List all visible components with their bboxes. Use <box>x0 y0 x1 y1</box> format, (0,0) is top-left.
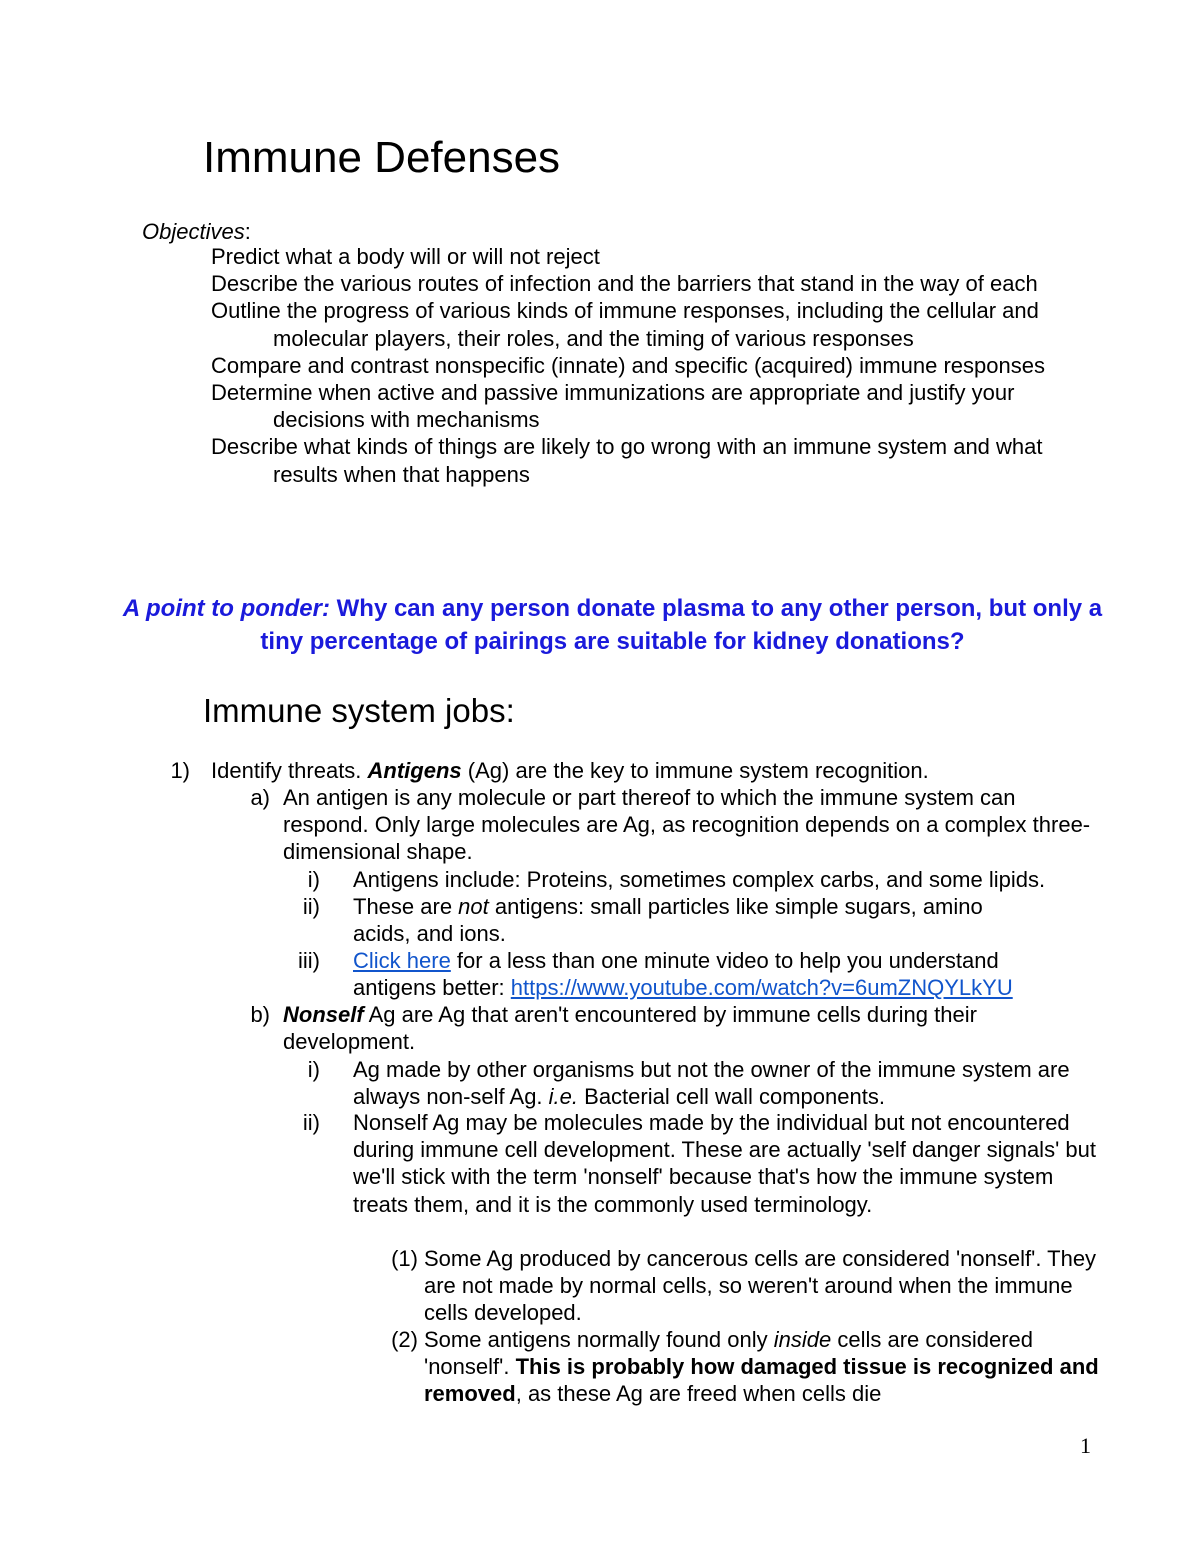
list-marker: b) <box>250 1002 270 1027</box>
list-marker: ii) <box>302 1110 320 1135</box>
antigens-term: Antigens <box>367 758 462 783</box>
text-run: antigens: small particles like simple sugars, amino acids, and ions. <box>353 894 983 947</box>
outline-item-b-text <box>283 1001 1043 1055</box>
objectives-list <box>211 243 1091 488</box>
list-marker: (1) <box>391 1246 418 1271</box>
objective-item: Outline the progress of various kinds of immune responses, including the cellular and molecular players, their roles, and the timing of various responses <box>211 298 1039 351</box>
page-number: 1 <box>1080 1433 1091 1458</box>
objective-item: Describe what kinds of things are likely to go wrong with an immune system and what results when that happens <box>211 434 1043 487</box>
objectives-label-colon: : <box>244 219 251 244</box>
list-marker: i) <box>307 867 320 892</box>
text-run: These are <box>353 894 459 919</box>
not-emphasis: not <box>458 894 489 919</box>
point-to-ponder <box>120 592 1105 658</box>
ponder-question: Why can any person donate plasma to any other person, but only a tiny percentage of pairings are suitable for kidney donations? <box>260 595 1103 655</box>
objective-item: Predict what a body will or will not reject <box>211 244 600 269</box>
objective-item: Describe the various routes of infection and the barriers that stand in the way of each <box>211 271 1038 297</box>
inside-emphasis: inside <box>773 1327 832 1352</box>
list-marker: 1) <box>170 758 190 783</box>
outline-item-a-ii-text <box>353 893 1043 947</box>
list-marker: ii) <box>302 894 320 919</box>
section-heading: Immune system jobs: <box>203 692 515 729</box>
document-title: Immune Defenses <box>203 133 561 182</box>
text-run: Ag are Ag that aren't encountered by immune cells during their development. <box>283 1002 977 1055</box>
text-run: cells are considered 'nonself'. <box>424 1327 1034 1380</box>
outline-item-b-ii-1-text: Some Ag produced by cancerous cells are considered 'nonself'. They are not made by normal cells, so weren't around when the immune cells developed. <box>424 1246 1097 1326</box>
list-marker: i) <box>307 1057 320 1082</box>
list-marker: (2) <box>391 1327 418 1352</box>
objectives-label-text: Objectives <box>142 219 245 244</box>
outline-item-1-text <box>211 757 1091 784</box>
text-run: Some antigens normally found only <box>424 1327 774 1352</box>
list-marker: a) <box>250 785 270 810</box>
outline-item-a-text: An antigen is any molecule or part thereof to which the immune system can respond. Only large molecules are Ag, as recognition depends on a complex three-dimensional shape. <box>283 785 1091 865</box>
objectives-label <box>142 218 251 246</box>
outline-item-b-i-text <box>353 1056 1093 1110</box>
objective-item: Determine when active and passive immunizations are appropriate and justify your decisions with mechanisms <box>211 380 1015 433</box>
text-run: for a less than one minute video to help you understand antigens better: <box>353 948 999 1001</box>
text-run: Identify threats. <box>211 758 368 783</box>
text-run: (Ag) are the key to immune system recognition. <box>461 758 929 783</box>
outline-item-b-ii-2-text <box>424 1326 1104 1408</box>
bold-statement: This is probably how damaged tissue is recognized and removed <box>424 1354 1099 1407</box>
youtube-url-link[interactable]: https://www.youtube.com/watch?v=6umZNQYLkYU <box>510 975 1013 1001</box>
ie-emphasis: i.e. <box>548 1084 579 1110</box>
text-run: Bacterial cell wall components. <box>578 1084 885 1110</box>
objective-item: Compare and contrast nonspecific (innate) and specific (acquired) immune responses <box>211 352 1045 378</box>
outline-item-b-ii-text: Nonself Ag may be molecules made by the individual but not encountered during immune cell development. These are actually 'self danger signals' but we'll stick with the term 'nonself' because that's how the immune system treats them, and it is the commonly used terminology. <box>353 1110 1096 1217</box>
click-here-link[interactable]: Click here <box>353 948 451 973</box>
nonself-term: Nonself <box>283 1002 364 1027</box>
text-run: Ag made by other organisms but not the owner of the immune system are always non-self Ag. <box>353 1057 1070 1110</box>
text-run: , as these Ag are freed when cells die <box>515 1381 882 1407</box>
outline-item-a-iii-text <box>353 947 1073 1001</box>
outline-item-a-i-text: Antigens include: Proteins, sometimes complex carbs, and some lipids. <box>353 867 1046 892</box>
list-marker: iii) <box>298 948 320 973</box>
ponder-label: A point to ponder: <box>122 595 330 622</box>
